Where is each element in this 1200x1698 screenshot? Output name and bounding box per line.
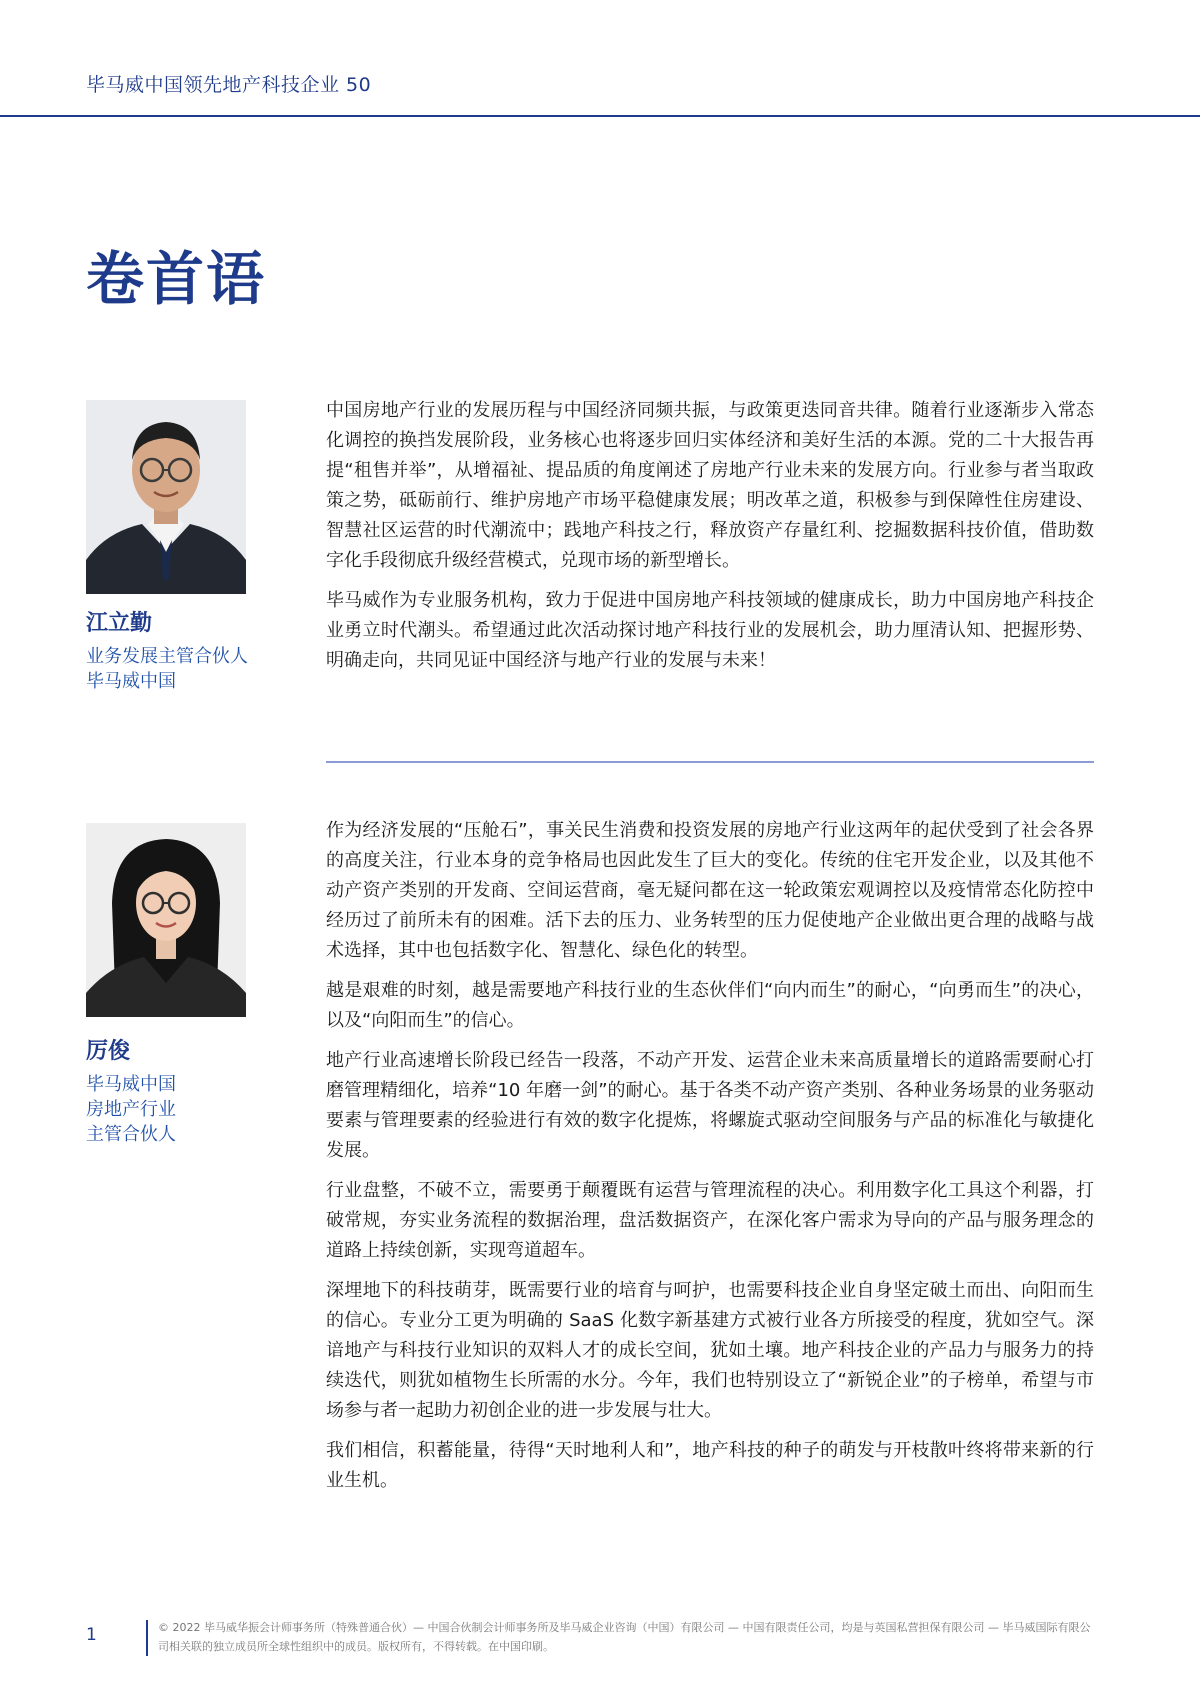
role-line: 房地产行业 — [86, 1099, 176, 1120]
paragraph: 越是艰难的时刻，越是需要地产科技行业的生态伙伴们“向内而生”的耐心，“向勇而生”的决心，以及“向阳而生”的信心。 — [326, 980, 1094, 1031]
paragraph: 我们相信，积蓄能量，待得“天时地利人和”，地产科技的种子的萌发与开枝散叶终将带来新的行业生机。 — [326, 1440, 1094, 1491]
person-role — [86, 1072, 176, 1147]
footer-copyright: © 2022 毕马威华振会计师事务所（特殊普通合伙）— 中国合伙制会计师事务所及毕马威企业咨询（中国）有限公司 — 中国有限责任公司，均是与英国私营担保有限公司 — 毕马威国际有限公司相关联的独立成员所全球性组织中的成员。版权所有，不得转载。在中国印刷。 — [158, 1621, 1091, 1653]
header-title: 毕马威中国领先地产科技企业 50 — [86, 74, 372, 96]
paragraph: 深埋地下的科技萌芽，既需要行业的培育与呵护，也需要科技企业自身坚定破土而出、向阳而生的信心。专业分工更为明确的 SaaS 化数字新基建方式被行业各方所接受的程度，犹如空气。深谙地产与科技行业知识的双料人才的成长空间，犹如土壤。地产科技企业的产品力与服务力的持续迭代，则犹如植物生长所需的水分。今年，我们也特别设立了“新锐企业”的子榜单，希望与市场参与者一起助力初创企业的进一步发展与壮大。 — [326, 1280, 1094, 1421]
portrait-photo-male — [86, 400, 246, 594]
footer-rule — [146, 1620, 148, 1656]
foreword-text-2 — [326, 816, 1094, 1506]
section-divider — [326, 761, 1094, 763]
paragraph: 行业盘整，不破不立，需要勇于颠覆既有运营与管理流程的决心。利用数字化工具这个利器，打破常规，夯实业务流程的数据治理，盘活数据资产，在深化客户需求为导向的产品与服务理念的道路上持续创新，实现弯道超车。 — [326, 1180, 1094, 1261]
person-name: 江立勤 — [86, 611, 153, 636]
page-number: 1 — [86, 1625, 97, 1645]
role-line: 毕马威中国 — [86, 1074, 176, 1095]
paragraph: 中国房地产行业的发展历程与中国经济同频共振，与政策更迭同音共律。随着行业逐渐步入常态化调控的换挡发展阶段，业务核心也将逐步回归实体经济和美好生活的本源。党的二十大报告再提“租售并举”，从增福祉、提品质的角度阐述了房地产行业未来的发展方向。行业参与者当取政策之势，砥砺前行、维护房地产市场平稳健康发展；明改革之道，积极参与到保障性住房建设、智慧社区运营的时代潮流中；践地产科技之行，释放资产存量红利、挖掘数据科技价值，借助数字化手段彻底升级经营模式，兑现市场的新型增长。 — [326, 400, 1094, 571]
portrait-photo-female — [86, 823, 246, 1017]
page-title: 卷首语 — [86, 245, 267, 313]
foreword-text-1 — [326, 396, 1094, 686]
paragraph: 地产行业高速增长阶段已经告一段落，不动产开发、运营企业未来高质量增长的道路需要耐心打磨管理精细化，培养“10 年磨一剑”的耐心。基于各类不动产资产类别、各种业务场景的业务驱动要素与管理要素的经验进行有效的数字化提炼，将螺旋式驱动空间服务与产品的标准化与敏捷化发展。 — [326, 1050, 1094, 1161]
header-rule — [0, 115, 1200, 117]
role-line: 业务发展主管合伙人 — [86, 646, 248, 667]
role-line: 主管合伙人 — [86, 1124, 176, 1145]
paragraph: 作为经济发展的“压舱石”，事关民生消费和投资发展的房地产行业这两年的起伏受到了社会各界的高度关注，行业本身的竞争格局也因此发生了巨大的变化。传统的住宅开发企业，以及其他不动产资产类别的开发商、空间运营商，毫无疑问都在这一轮政策宏观调控以及疫情常态化防控中经历过了前所未有的困难。活下去的压力、业务转型的压力促使地产企业做出更合理的战略与战术选择，其中也包括数字化、智慧化、绿色化的转型。 — [326, 820, 1094, 961]
paragraph: 毕马威作为专业服务机构，致力于促进中国房地产科技领域的健康成长，助力中国房地产科技企业勇立时代潮头。希望通过此次活动探讨地产科技行业的发展机会，助力厘清认知、把握形势、明确走向，共同见证中国经济与地产行业的发展与未来！ — [326, 590, 1094, 671]
person-role — [86, 644, 248, 694]
person-name: 厉俊 — [86, 1039, 131, 1064]
role-line: 毕马威中国 — [86, 671, 176, 692]
